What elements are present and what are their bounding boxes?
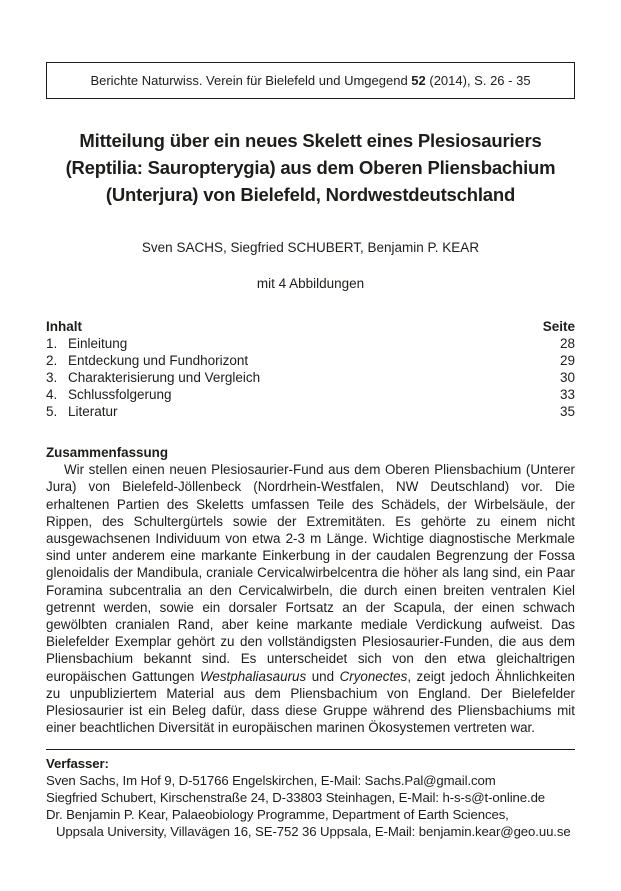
title-line-2: (Reptilia: Sauropterygia) aus dem Oberen Pliensbachium <box>65 157 556 178</box>
toc-row <box>46 403 575 420</box>
toc-item-page: 29 <box>559 353 575 368</box>
toc-row <box>46 369 575 386</box>
toc-item-label: Einleitung <box>68 336 128 351</box>
toc-item-label: Literatur <box>68 404 118 419</box>
journal-issue-pages: (2014), S. 26 - 35 <box>425 73 531 88</box>
genus-name-westphaliasaurus: Westphaliasaurus <box>199 668 307 684</box>
abstract-text-part-1: Wir stellen einen neuen Plesiosaurier-Fund aus dem Oberen Pliensbachium (Unterer Jura) von Bielefeld-Jöllenbeck (Nordrhein-Westfalen, NW Deutschland) vor. Die erhaltenen Partien des Skeletts umfassen Teile des Schädels, der Wirbelsäule, der Rippen, des Schultergürtels sowie der Extremitäten. Es gehörte zu einem nicht ausgewachsenen Individuum von etwa 2-3 m Länge. Wichtige diagnostische Merkmale sind unter anderem eine markante Einkerbung in der caudalen Begrenzung der Fossa glenoidalis der Mandibula, craniale Cervicalwirbelcentra die höher als lang sind, ein Paar Foramina subcentralia an den Cervicalwirbeln, die durch einen breiten ventralen Kiel getrennt werden, sowie ein dorsaler Fortsatz an der Scapula, der einen schwach gewölbten cranialen Rand, aber keine markante mediale Verdickung aufweist. Das Bielefelder Exemplar gehört zu den vollständigsten Plesiosaurier-Funden, die aus dem Pliensbachium bekannt sind. Es unterscheidet sich von den etwa gleichaltrigen europäischen Gattungen <box>46 462 575 684</box>
toc-item-page: 35 <box>559 404 575 419</box>
toc-item-page: 28 <box>559 336 575 351</box>
toc-item-number: 2. <box>46 353 58 368</box>
address-line-kear: Dr. Benjamin P. Kear, Palaeobiology Programme, Department of Earth Sciences, <box>46 807 509 822</box>
toc-page-heading: Seite <box>542 319 575 334</box>
abstract-section <box>46 444 575 736</box>
title-line-3: (Unterjura) von Bielefeld, Nordwestdeutschland <box>105 184 516 205</box>
abstract-text-part-2: , zeigt jedoch Ähnlichkeiten zu unpubliziertem Material aus dem Pliensbachium von England. Der Bielefelder Plesiosaurier ist ein Beleg dafür, dass diese Gruppe während des Pliensbachiums mit einer beachtlichen Diversität in europäischen marinen Ökosystemen vertreten war. <box>46 668 575 736</box>
journal-volume: 52 <box>411 73 426 88</box>
toc-item-label: Charakterisierung und Vergleich <box>68 370 261 385</box>
abstract-text <box>46 461 575 736</box>
toc-item-label: Entdeckung und Fundhorizont <box>68 353 249 368</box>
authors-address-block <box>46 749 575 840</box>
authors-line: Sven SACHS, Siegfried SCHUBERT, Benjamin P. KEAR <box>141 240 480 255</box>
address-heading: Verfasser: <box>46 756 109 771</box>
paper-title <box>0 127 621 208</box>
journal-header-box <box>46 62 575 99</box>
toc-header-row <box>46 318 575 335</box>
toc-item-number: 3. <box>46 370 58 385</box>
toc-row <box>46 352 575 369</box>
toc-item-page: 33 <box>559 387 575 402</box>
toc-item-number: 1. <box>46 336 58 351</box>
title-line-1: Mitteilung über ein neues Skelett eines Plesiosauriers <box>79 130 542 151</box>
journal-name: Berichte Naturwiss. Verein für Bielefeld und Umgegend <box>90 73 412 88</box>
toc-item-number: 4. <box>46 387 58 402</box>
abstract-conjunction: und <box>306 668 340 684</box>
abstract-heading: Zusammenfassung <box>46 445 169 460</box>
address-line-schubert: Siegfried Schubert, Kirschenstraße 24, D-33803 Steinhagen, E-Mail: h-s-s@t-online.de <box>46 790 546 805</box>
toc-row <box>46 335 575 352</box>
toc-heading: Inhalt <box>46 319 82 334</box>
toc-item-page: 30 <box>559 370 575 385</box>
toc-row <box>46 386 575 403</box>
table-of-contents <box>46 318 575 420</box>
genus-name-cryonectes: Cryonectes <box>339 668 408 684</box>
address-line-sachs: Sven Sachs, Im Hof 9, D-51766 Engelskirchen, E-Mail: Sachs.Pal@gmail.com <box>46 773 496 788</box>
address-line-kear-continued: Uppsala University, Villavägen 16, SE-752 36 Uppsala, E-Mail: benjamin.kear@geo.uu.se <box>56 824 571 839</box>
journal-header-text <box>90 73 530 88</box>
toc-item-number: 5. <box>46 404 58 419</box>
figures-note: mit 4 Abbildungen <box>256 276 365 291</box>
toc-item-label: Schlussfolgerung <box>68 387 172 402</box>
